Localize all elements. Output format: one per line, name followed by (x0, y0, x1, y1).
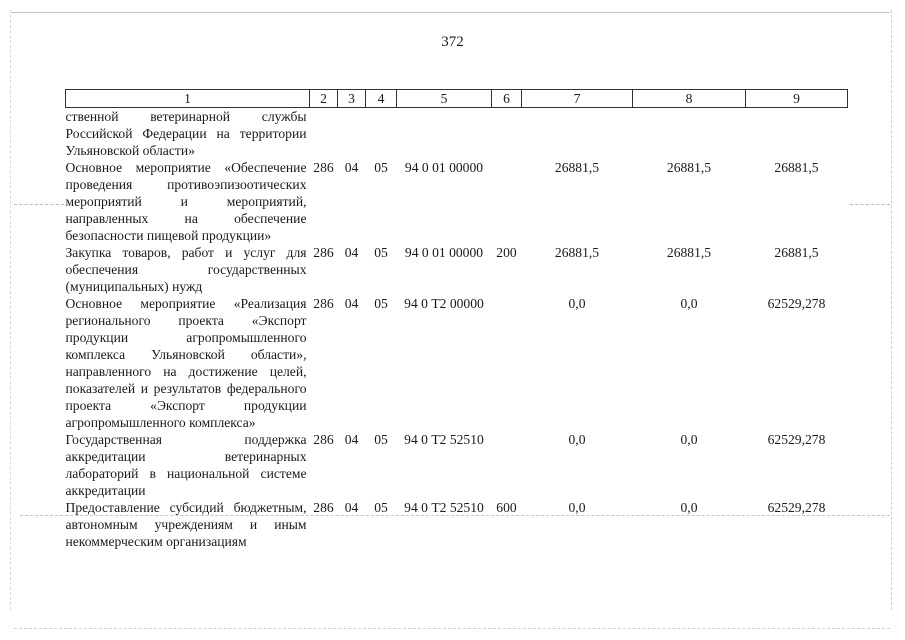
cell-admin: 286 (313, 432, 334, 447)
cell-admin (310, 108, 338, 160)
cell-amount-2 (633, 108, 746, 160)
cell-target: 94 0 01 00000 (404, 245, 484, 260)
scan-artifact-line (14, 628, 890, 629)
cell-amount-3: 62529,278 (767, 296, 826, 311)
cell-target: 94 0 Т2 00000 (404, 296, 484, 311)
header-cell: 7 (522, 90, 633, 108)
table-row (66, 159, 848, 244)
cell-section: 04 (344, 296, 359, 311)
row-name: Государственная поддержка аккредитации ветеринарных лабораторий в национальной системе аккредитации (65, 432, 307, 498)
cell-expense-type (492, 295, 522, 431)
cell-amount-1: 26881,5 (554, 160, 600, 175)
cell-admin: 286 (313, 160, 334, 175)
row-name: Предоставление субсидий бюджетным, автономным учреждениям и иным некоммерческим организациям (65, 500, 307, 549)
header-cell: 3 (338, 90, 366, 108)
cell-expense-type: 200 (496, 245, 517, 260)
cell-subsection: 05 (374, 500, 388, 515)
cell-subsection: 05 (374, 160, 388, 175)
row-name: ственной ветеринарной службы Российской Федерации на территории Ульяновской области» (65, 109, 307, 158)
table-row (66, 244, 848, 295)
page-number: 372 (441, 34, 464, 50)
row-name: Закупка товаров, работ и услуг для обеспечения государственных (муниципальных) нужд (65, 245, 307, 294)
table-header (66, 90, 848, 108)
cell-amount-1 (522, 108, 633, 160)
cell-amount-1: 0,0 (568, 500, 586, 515)
scan-left-edge (10, 10, 11, 610)
cell-expense-type (492, 108, 522, 160)
cell-amount-2: 0,0 (680, 432, 698, 447)
cell-amount-2: 26881,5 (666, 160, 712, 175)
cell-subsection: 05 (374, 296, 388, 311)
header-cell: 5 (397, 90, 492, 108)
cell-subsection (366, 108, 397, 160)
cell-amount-3 (746, 108, 848, 160)
header-cell: 8 (633, 90, 746, 108)
cell-section: 04 (344, 245, 359, 260)
cell-target (397, 108, 492, 160)
cell-expense-type: 600 (496, 500, 517, 515)
table-row (66, 108, 848, 160)
header-cell: 9 (746, 90, 848, 108)
scan-right-edge (891, 10, 892, 610)
cell-admin: 286 (313, 245, 334, 260)
cell-admin: 286 (313, 500, 334, 515)
cell-target: 94 0 Т2 52510 (404, 500, 484, 515)
row-name: Основное мероприятие «Реализация регионального проекта «Экспорт продукции агропромышленного комплекса Ульяновской области», направленного на достижение целей, показателей и результатов федерального проекта «Экспорт продукции агропромышленного комплекса» (65, 296, 307, 430)
cell-subsection: 05 (374, 245, 388, 260)
cell-expense-type (492, 159, 522, 244)
cell-amount-3: 26881,5 (774, 245, 819, 260)
cell-amount-3: 62529,278 (767, 500, 826, 515)
cell-amount-1: 0,0 (568, 296, 586, 311)
header-cell: 4 (366, 90, 397, 108)
header-cell: 1 (66, 90, 310, 108)
header-row (66, 90, 848, 108)
budget-table (65, 89, 848, 550)
header-cell: 2 (310, 90, 338, 108)
cell-amount-2: 0,0 (680, 296, 698, 311)
scan-top-edge (10, 12, 890, 13)
cell-amount-1: 26881,5 (554, 245, 600, 260)
cell-expense-type (492, 431, 522, 499)
scan-artifact-line (850, 204, 890, 205)
cell-amount-3: 62529,278 (767, 432, 826, 447)
cell-section (338, 108, 366, 160)
table-row (66, 431, 848, 499)
scan-artifact-line (14, 204, 64, 205)
cell-section: 04 (344, 500, 359, 515)
cell-amount-2: 26881,5 (666, 245, 712, 260)
cell-subsection: 05 (374, 432, 388, 447)
row-name: Основное мероприятие «Обеспечение проведения противоэпизоотических мероприятий и мероприятий, направленных на обеспечение безопасности пищевой продукции» (65, 160, 307, 243)
cell-section: 04 (344, 160, 359, 175)
cell-section: 04 (344, 432, 359, 447)
cell-amount-1: 0,0 (568, 432, 586, 447)
cell-amount-2: 0,0 (680, 500, 698, 515)
cell-target: 94 0 Т2 52510 (404, 432, 484, 447)
table-row (66, 295, 848, 431)
cell-target: 94 0 01 00000 (404, 160, 484, 175)
header-cell: 6 (492, 90, 522, 108)
table-row (66, 499, 848, 550)
cell-amount-3: 26881,5 (774, 160, 819, 175)
cell-admin: 286 (313, 296, 334, 311)
